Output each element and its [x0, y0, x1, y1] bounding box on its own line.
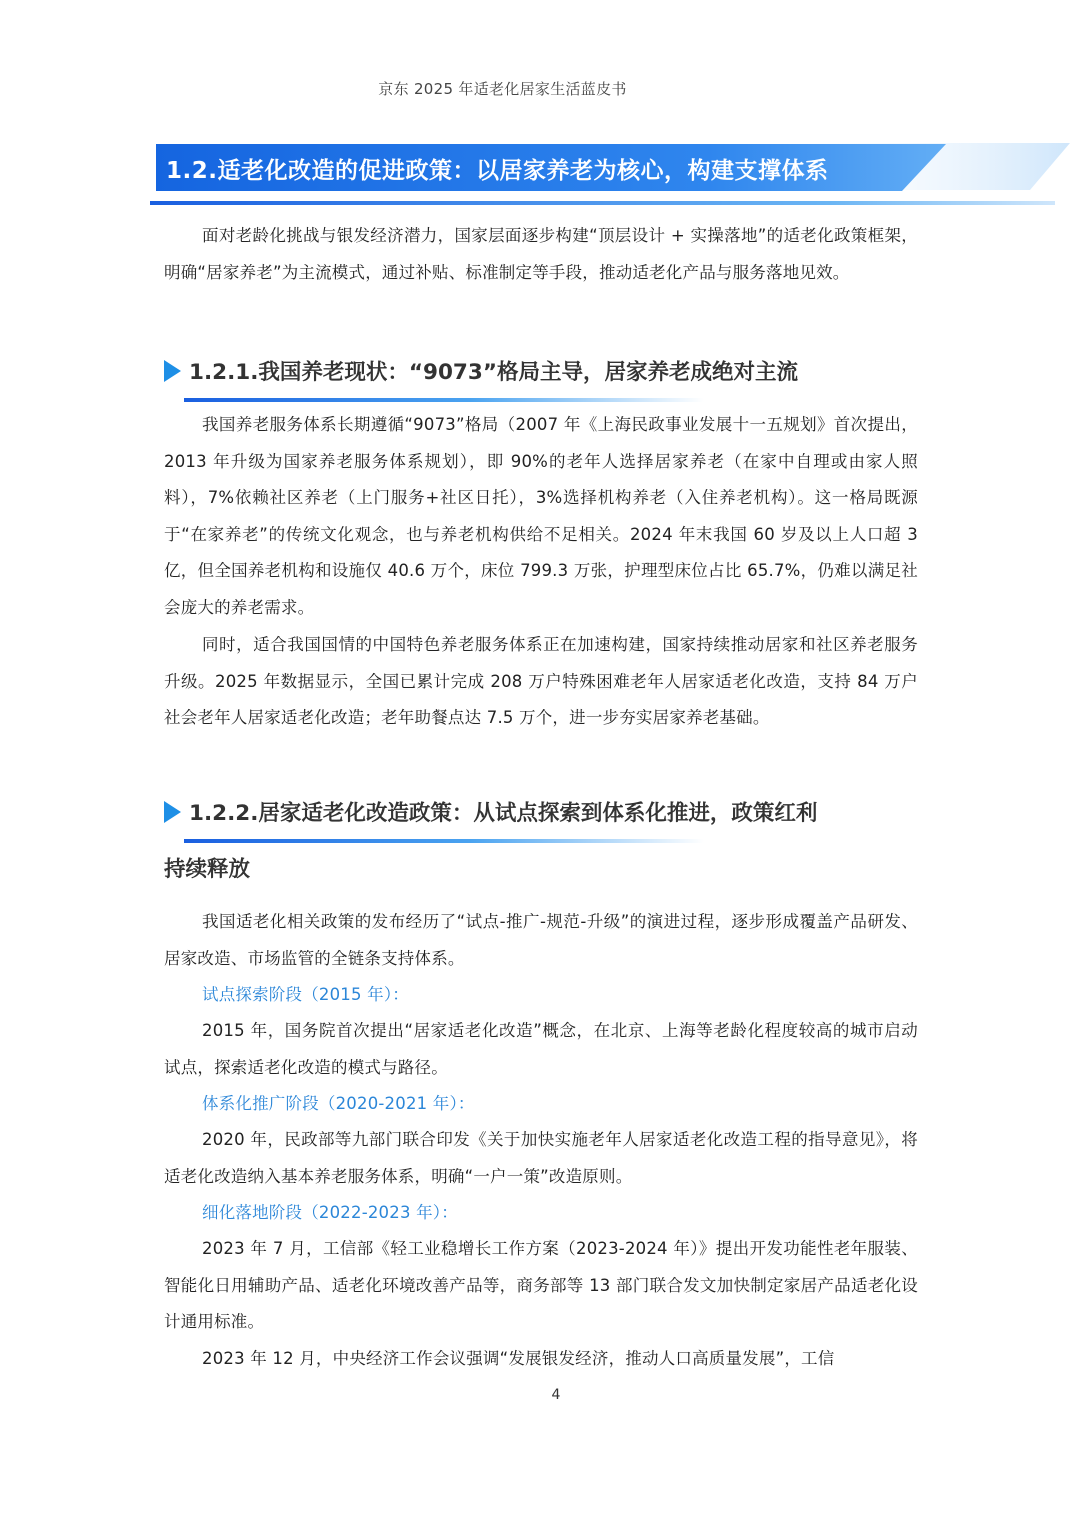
stage-label-systematic: 体系化推广阶段（2020-2021 年）： [202, 1094, 475, 1113]
triangle-bullet-icon [164, 360, 181, 382]
stage-text-implementation: 2023 年 7 月，工信部《轻工业稳增长工作方案（2023-2024 年）》提出开发功能性老年服装、智能化日用辅助产品、适老化环境改善产品等，商务部等 13 部门联合发文加快制定家居产品适老化设计通用标准。 [164, 1239, 918, 1331]
paragraph-9073-pattern: 我国养老服务体系长期遵循“9073”格局（2007 年《上海民政事业发展十一五规划》首次提出，2013 年升级为国家养老服务体系规划），即 90%的老年人选择居家养老（在家中自理或由家人照料），7%依赖社区养老（上门服务+社区日托），3%选择机构养老（入住养老机构）。这一格局既源于“在家养老”的传统文化观念，也与养老机构供给不足相关。2024 年末我国 60 岁及以上人口超 3 亿，但全国养老机构和设施仅 40.6 万个，床位 799.3 万张，护理型床位占比 65.7%，仍难以满足社会庞大的养老需求。 [164, 415, 918, 617]
subsection-title-line-2: 持续释放 [164, 857, 251, 882]
paragraph-policy-evolution: 我国适老化相关政策的发布经历了“试点-推广-规范-升级”的演进过程，逐步形成覆盖产品研发、居家改造、市场监管的全链条支持体系。 [164, 912, 918, 968]
running-header: 京东 2025 年适老化居家生活蓝皮书 [378, 80, 627, 98]
heading-underline [184, 839, 704, 843]
subsection-heading-1-2-2 [164, 796, 817, 827]
section-title: 1.2.适老化改造的促进政策：以居家养老为核心，构建支撑体系 [166, 158, 829, 184]
stage-label-pilot: 试点探索阶段（2015 年）： [202, 985, 409, 1004]
stage-text-economic-conference: 2023 年 12 月，中央经济工作会议强调“发展银发经济，推动人口高质量发展”，工信 [202, 1349, 835, 1368]
section-banner [150, 140, 1070, 210]
heading-underline [184, 398, 704, 402]
stage-text-systematic: 2020 年，民政部等九部门联合印发《关于加快实施老年人居家适老化改造工程的指导意见》，将适老化改造纳入基本养老服务体系，明确“一户一策”改造原则。 [164, 1130, 918, 1186]
subsection-title: 1.2.1.我国养老现状：“9073”格局主导，居家养老成绝对主流 [189, 360, 798, 385]
triangle-bullet-icon [164, 801, 181, 823]
paragraph-service-upgrade: 同时，适合我国国情的中国特色养老服务体系正在加速构建，国家持续推动居家和社区养老服务升级。2025 年数据显示，全国已累计完成 208 万户特殊困难老年人居家适老化改造，支持 84 万户社会老年人居家适老化改造；老年助餐点达 7.5 万个，进一步夯实居家养老基础。 [164, 635, 918, 727]
subsection-heading-1-2-1 [164, 355, 798, 386]
stage-label-implementation: 细化落地阶段（2022-2023 年）： [202, 1203, 458, 1222]
stage-text-pilot: 2015 年，国务院首次提出“居家适老化改造”概念，在北京、上海等老龄化程度较高的城市启动试点，探索适老化改造的模式与路径。 [164, 1021, 918, 1077]
page-number: 4 [551, 1387, 561, 1403]
subsection-title-line-1: 1.2.2.居家适老化改造政策：从试点探索到体系化推进，政策红利 [189, 801, 818, 826]
section-intro-paragraph: 面对老龄化挑战与银发经济潜力，国家层面逐步构建“顶层设计 + 实操落地”的适老化政策框架，明确“居家养老”为主流模式，通过补贴、标准制定等手段，推动适老化产品与服务落地见效。 [164, 226, 918, 282]
